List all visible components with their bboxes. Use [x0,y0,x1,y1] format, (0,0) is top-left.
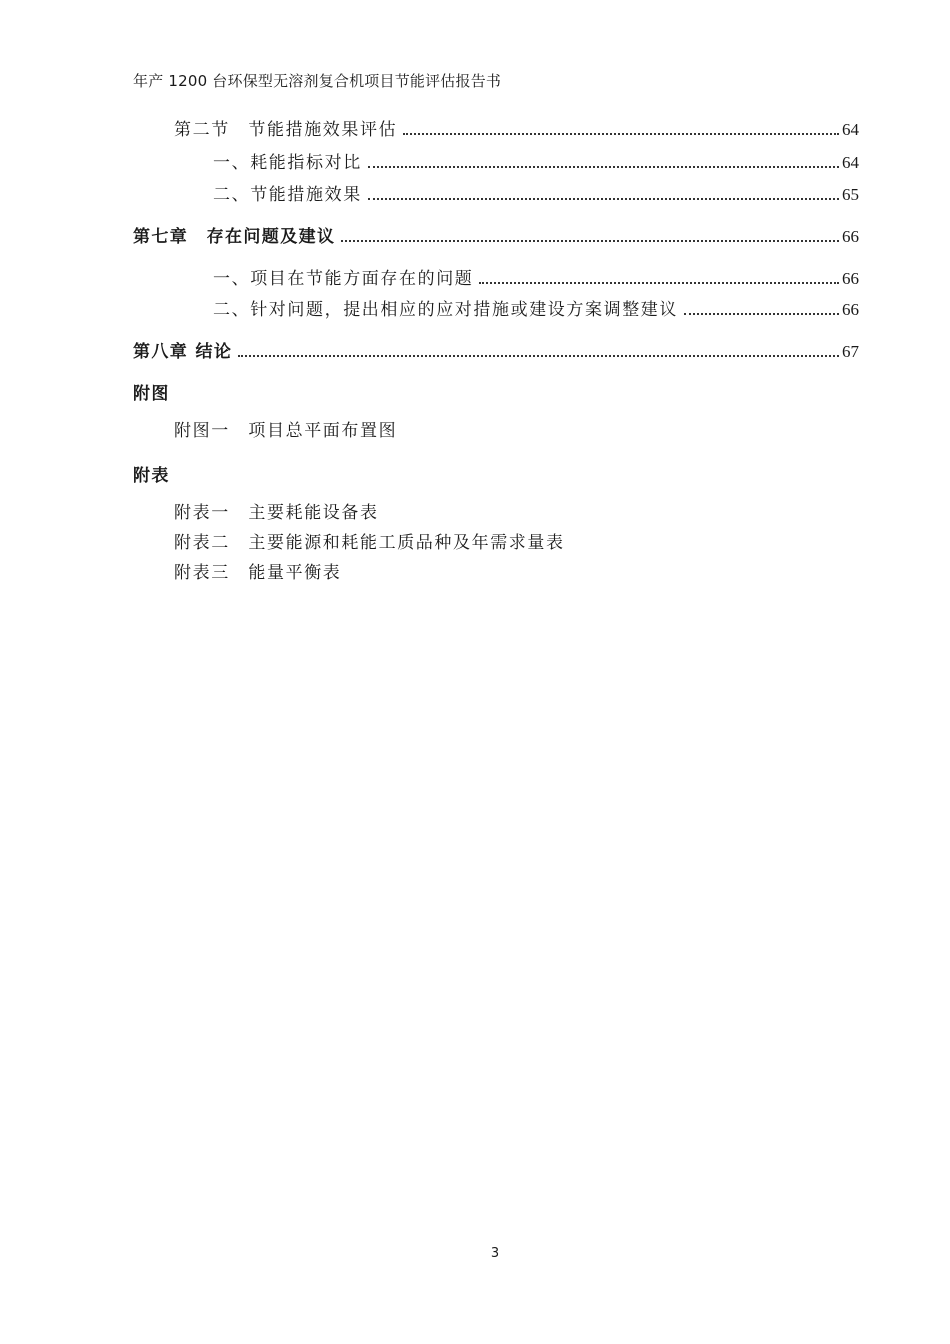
toc-entry-label: 一、耗能指标对比 [213,153,362,173]
dot-leader [684,313,839,315]
appendix-figures-heading: 附图 [133,384,170,404]
toc-entry-label: 第七章 存在问题及建议 [133,227,336,247]
toc-entry-chapter-7[interactable] [133,222,859,248]
toc-entry-chapter-8[interactable] [133,337,859,363]
dot-leader [403,133,839,135]
dot-leader [238,355,839,357]
toc-entry-label: 一、项目在节能方面存在的问题 [213,269,474,289]
toc-entry-label: 第二节 节能措施效果评估 [174,120,398,140]
dot-leader [368,166,839,168]
toc-entry-existing-problems[interactable] [213,264,859,290]
toc-entry-page: 66 [842,269,859,288]
toc-entry-page: 64 [842,120,859,139]
appendix-tables-heading: 附表 [133,466,170,486]
toc-entry-page: 66 [842,300,859,319]
dot-leader [341,240,839,242]
appendix-table-item[interactable]: 附表一 主要耗能设备表 [174,503,379,523]
toc-entry-label: 第八章 结论 [133,342,233,362]
toc-entry-label: 二、针对问题，提出相应的应对措施或建设方案调整建议 [213,300,678,320]
toc-entry-page: 64 [842,153,859,172]
dot-leader [479,282,839,284]
toc-entry-countermeasures[interactable] [213,295,859,321]
toc-entry-page: 65 [842,185,859,204]
appendix-table-item[interactable]: 附表三 能量平衡表 [174,563,342,583]
page-number: 3 [490,1246,500,1261]
dot-leader [368,198,839,200]
toc-entry-saving-measures-effect[interactable] [213,180,859,206]
document-header: 年产 1200 台环保型无溶剂复合机项目节能评估报告书 [133,72,502,90]
appendix-figure-item[interactable]: 附图一 项目总平面布置图 [174,421,398,441]
toc-entry-page: 66 [842,227,859,246]
toc-entry-section-2[interactable] [174,115,859,141]
appendix-table-item[interactable]: 附表二 主要能源和耗能工质品种及年需求量表 [174,533,565,553]
toc-entry-label: 二、节能措施效果 [213,185,362,205]
toc-entry-page: 67 [842,342,859,361]
toc-entry-energy-index-comparison[interactable] [213,148,859,174]
